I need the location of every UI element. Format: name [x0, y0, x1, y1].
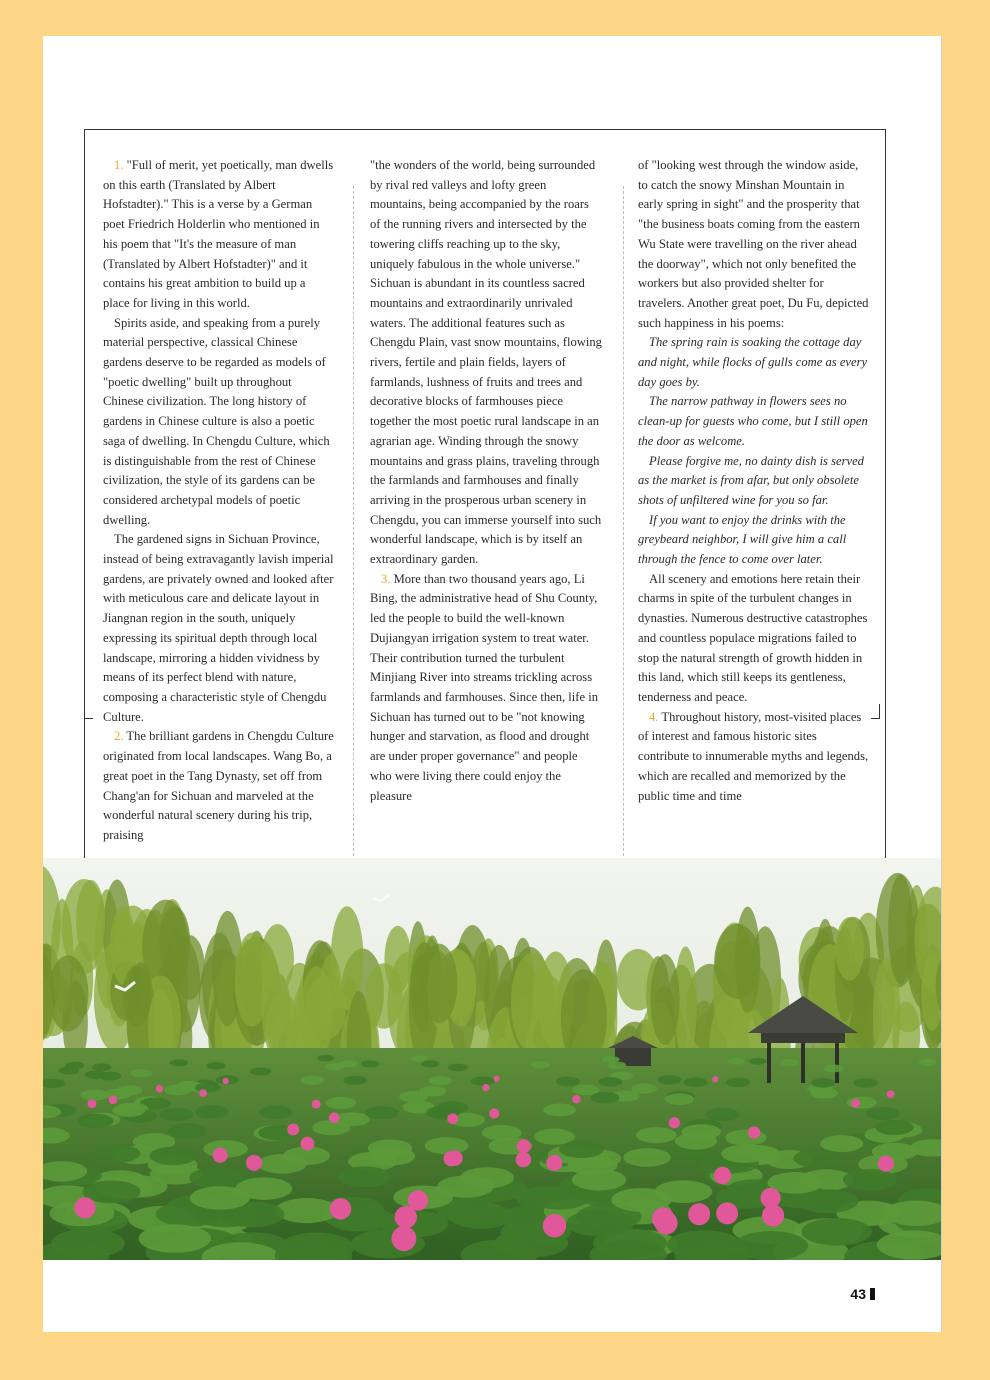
paragraph — [103, 314, 335, 531]
paragraph-text: If you want to enjoy the drinks with the greybeard neighbor, I will give him a call through the fence to come over later. — [638, 512, 847, 567]
text-column-3 — [638, 156, 870, 806]
paragraph — [370, 570, 602, 806]
paragraph-text: All scenery and emotions here retain their charms in spite of the turbulent changes in dynasties. Numerous destructive catastrophes and countless populace migrations failed to stop the natural strength of growth hidden in this land, which still keeps its gentleness, tenderness and peace. — [638, 571, 868, 704]
lotus-pond-photo — [43, 858, 941, 1260]
paragraph-text: The gardened signs in Sichuan Province, instead of being extravagantly lavish imperial gardens, are privately owned and looked after with meticulous care and delicate layout in Jiangnan region in the south, uniquely expressing its spiritual depth through local landscape, mirroring a hidden vividness by means of its perfect blend with nature, composing a characteristic style of Chengdu Culture. — [103, 532, 334, 724]
lotus-pond-illustration — [43, 858, 941, 1260]
page-number: 43 — [850, 1286, 875, 1302]
paragraph-text: of "looking west through the window aside, to catch the snowy Minshan Mountain in early spring in sight" and the prosperity that "the business boats coming from the eastern Wu State were travelling on the river ahead the doorway", which not only benefited the workers but also provided shelter for travelers. Another great poet, Du Fu, depicted such happiness in his poems: — [638, 158, 869, 330]
paragraph — [638, 452, 870, 511]
text-column-2 — [370, 156, 602, 806]
paragraph — [103, 530, 335, 727]
section-number: 3. — [381, 571, 391, 586]
text-column-1 — [103, 156, 335, 846]
paragraph-text: Please forgive me, no dainty dish is served as the market is from afar, but only obsolete shots of unfiltered wine for you so far. — [638, 453, 864, 507]
frame-corner-mark-left — [84, 704, 93, 719]
paragraph — [638, 156, 870, 333]
paragraph — [638, 333, 870, 392]
column-divider-2 — [623, 186, 624, 876]
paragraph-text: Throughout history, most-visited places of interest and famous historic sites contribute to innumerable myths and legends, which are recalled and memorized by the public time and time — [638, 709, 869, 803]
paragraph — [638, 570, 870, 708]
paragraph-text: "the wonders of the world, being surrounded by rival red valleys and lofty green mountains, being accompanied by the roars of the running rivers and intersected by the towering cliffs reaching up to the sky, uniquely fabulous in the whole universe." Sichuan is abundant in its countless sacred mountains and extraordinarily unrivaled waters. The additional features such as Chengdu Plain, vast snow mountains, flowing rivers, fertile and plain fields, layers of farmlands, lushness of fruits and trees and decorative blocks of farmhouses piece together the most poetic rural landscape in an agrarian age. Winding through the snowy mountains and grass plains, traveling through the farmlands and farmhouses and finally arriving in the prosperous urban scenery in Chengdu, you can immerse yourself into such wonderful landscape, which is by itself an extraordinary garden. — [370, 158, 602, 567]
paragraph-text: "Full of merit, yet poetically, man dwells on this earth (Translated by Albert Hofstadter)." This is a verse by a German poet Friedrich Holderlin who mentioned in his poem that "It's the measure of man (Translated by Albert Hofstadter)" and it contains his great ambition to build up a place for living in this world. — [103, 158, 334, 310]
paragraph — [370, 156, 602, 570]
paragraph-text: The spring rain is soaking the cottage day and night, while flocks of gulls come as every day goes by. — [638, 335, 868, 389]
paragraph — [103, 156, 335, 314]
section-number: 2. — [114, 729, 124, 744]
paragraph — [638, 511, 870, 570]
paragraph-text: Spirits aside, and speaking from a purely material perspective, classical Chinese gardens deserve to be regarded as models of "poetic dwelling" built up throughout Chinese civilization. The long history of gardens in Chinese culture is also a poetic saga of dwelling. In Chengdu Culture, which is distinguishable from the rest of Chinese civilization, the style of its gardens can be considered archetypal models of poetic dwelling. — [103, 315, 330, 527]
paragraph-text: The brilliant gardens in Chengdu Culture originated from local landscapes. Wang Bo, a great poet in the Tang Dynasty, set off from Chang'an for Sichuan and marveled at the wonderful natural scenery during his trip, praising — [103, 729, 334, 842]
frame-corner-mark-right — [871, 704, 880, 719]
section-number: 1. — [114, 158, 124, 172]
paragraph — [638, 392, 870, 451]
paragraph-text: The narrow pathway in flowers sees no clean-up for guests who come, but I still open the door as welcome. — [638, 394, 868, 448]
column-divider-1 — [353, 186, 354, 876]
paragraph — [638, 708, 870, 807]
paragraph — [103, 727, 335, 845]
magazine-page — [43, 36, 941, 1332]
section-number: 4. — [649, 709, 659, 724]
paragraph-text: More than two thousand years ago, Li Bing, the administrative head of Shu County, led the people to build the well-known Dujiangyan irrigation system to treat water. Their contribution turned the turbulent Minjiang River into streams trickling across farmlands and farmhouses. Since then, life in Sichuan has turned out to be "not knowing hunger and starvation, as flood and drought are under proper governance" and people who were living there could enjoy the pleasure — [370, 571, 599, 803]
